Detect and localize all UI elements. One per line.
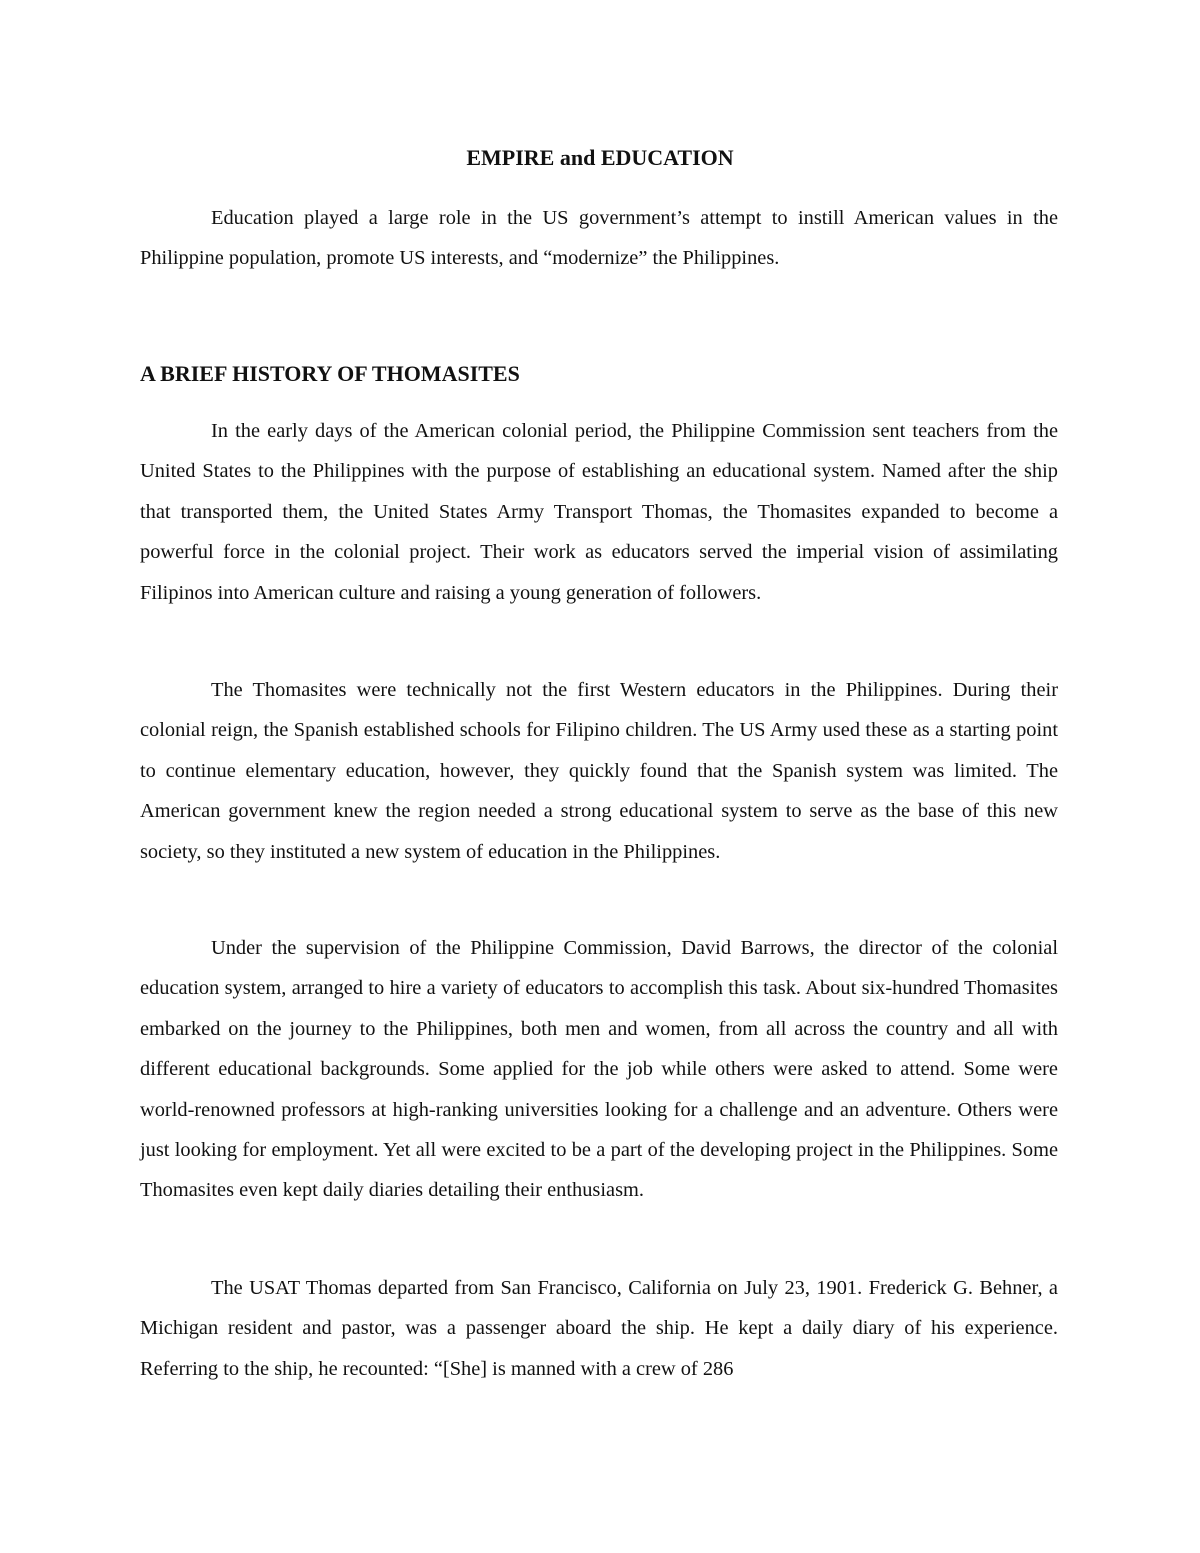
- intro-paragraph: Education played a large role in the US government’s attempt to instill American values in the Philippine population, promote US interests, and “modernize” the Philippines.: [140, 207, 1058, 270]
- body-paragraph: The Thomasites were technically not the first Western educators in the Philippines. During their colonial reign, the Spanish established schools for Filipino children. The US Army used these as a starting point to continue elementary education, however, they quickly found that the Spanish system was limited. The American government knew the region needed a strong educational system to serve as the base of this new society, so they instituted a new system of education in the Philippines.: [140, 679, 1058, 863]
- body-paragraph: In the early days of the American colonial period, the Philippine Commission sent teachers from the United States to the Philippines with the purpose of establishing an educational system. Named after the ship that transported them, the United States Army Transport Thomas, the Thomasites expanded to become a powerful force in the colonial project. Their work as educators served the imperial vision of assimilating Filipinos into American culture and raising a young generation of followers.: [140, 420, 1058, 604]
- section-heading: A BRIEF HISTORY OF THOMASITES: [140, 361, 520, 386]
- document-title: EMPIRE and EDUCATION: [466, 145, 734, 170]
- body-paragraph: The USAT Thomas departed from San Francisco, California on July 23, 1901. Frederick G. Behner, a Michigan resident and pastor, was a passenger aboard the ship. He kept a daily diary of his experience. Referring to the ship, he recounted: “[She] is manned with a crew of 286: [140, 1277, 1058, 1380]
- body-paragraph: Under the supervision of the Philippine Commission, David Barrows, the director of the colonial education system, arranged to hire a variety of educators to accomplish this task. About six-hundred Thomasites embarked on the journey to the Philippines, both men and women, from all across the country and all with different educational backgrounds. Some applied for the job while others were asked to attend. Some were world-renowned professors at high-ranking universities looking for a challenge and an adventure. Others were just looking for employment. Yet all were excited to be a part of the developing project in the Philippines. Some Thomasites even kept daily diaries detailing their enthusiasm.: [140, 937, 1058, 1202]
